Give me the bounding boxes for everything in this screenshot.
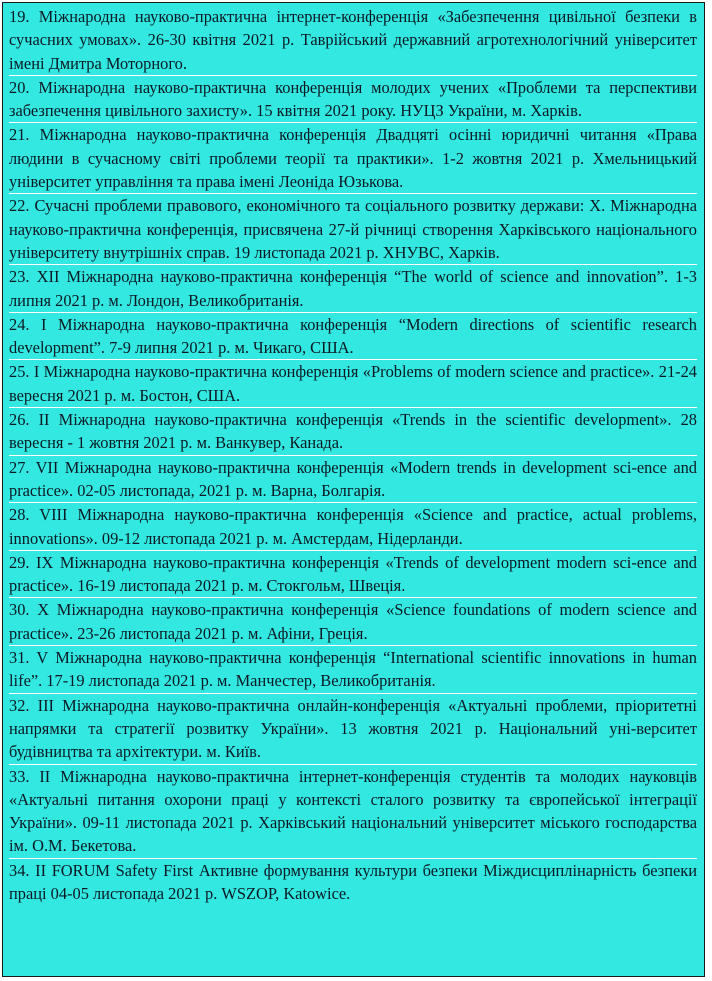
- list-item: 27. VII Міжнародна науково-практична конференція «Modern trends in development sci-ence and practice». 02-05 листопада, 2021 р. м. Варна, Болгарія.: [9, 456, 697, 504]
- list-item: 32. III Міжнародна науково-практична онлайн-конференція «Актуальні проблеми, пріоритетні напрямки та стратегії розвитку України». 13 жовтня 2021 р. Національний уні-верситет будівництва та архітектури. м. Київ.: [9, 694, 697, 765]
- list-item: 23. XII Міжнародна науково-практична конференція “The world of science and innovation”. 1-3 липня 2021 р. м. Лондон, Великобританія.: [9, 265, 697, 313]
- list-item: 33. II Міжнародна науково-практична інтернет-конференція студентів та молодих науковців «Актуальні питання охорони праці у контексті сталого розвитку та європейської інтеграції України». 09-11 листопада 2021 р. Харківський національний університет міського господарства ім. О.М. Бекетова.: [9, 765, 697, 859]
- list-item: 29. IX Міжнародна науково-практична конференція «Trends of development modern sci-ence and practice». 16-19 листопада 2021 р. м. Стокгольм, Швеція.: [9, 551, 697, 599]
- list-item: 34. II FORUM Safety First Активне формування культури безпеки Міждисциплінарність безпеки праці 04-05 листопада 2021 р. WSZOP, Katowice.: [9, 860, 697, 903]
- list-item: 22. Сучасні проблеми правового, економічного та соціального розвитку держави: X. Міжнародна науково-практична конференція, присвячена 27-й річниці створення Харківського національного університету внутрішніх справ. 19 листопада 2021 р. ХНУВС, Харків.: [9, 194, 697, 265]
- list-item: 28. VIII Міжнародна науково-практична конференція «Science and practice, actual problems, innovations». 09-12 листопада 2021 р. м. Амстердам, Нідерланди.: [9, 503, 697, 551]
- list-item: 19. Міжнародна науково-практична інтернет-конференція «Забезпечення цивільної безпеки в сучасних умовах». 26-30 квітня 2021 р. Таврійський державний агротехнологічний університет імені Дмитра Моторного.: [9, 5, 697, 76]
- list-item: 30. X Міжнародна науково-практична конференція «Science foundations of modern science and practice». 23-26 листопада 2021 р. м. Афіни, Греція.: [9, 598, 697, 646]
- list-item: 26. II Міжнародна науково-практична конференція «Trends in the scientific development». 28 вересня - 1 жовтня 2021 р. м. Ванкувер, Канада.: [9, 408, 697, 456]
- list-item: 21. Міжнародна науково-практична конференція Двадцяті осінні юридичні читання «Права людини в сучасному світі проблеми теорії та практики». 1-2 жовтня 2021 р. Хмельницький університет управління та права імені Леоніда Юзькова.: [9, 123, 697, 194]
- conference-list-panel: [2, 2, 705, 977]
- list-item: 24. I Міжнародна науково-практична конференція “Modern directions of scientific research development”. 7-9 липня 2021 р. м. Чикаго, США.: [9, 313, 697, 361]
- list-item: 25. I Міжнародна науково-практична конференція «Problems of modern science and practice». 21-24 вересня 2021 р. м. Бостон, США.: [9, 360, 697, 408]
- list-item: 31. V Міжнародна науково-практична конференція “International scientific innovations in human life”. 17-19 листопада 2021 р. м. Манчестер, Великобританія.: [9, 646, 697, 694]
- list-item: 20. Міжнародна науково-практична конференція молодих учених «Проблеми та перспективи забезпечення цивільного захисту». 15 квітня 2021 року. НУЦЗ України, м. Харків.: [9, 76, 697, 124]
